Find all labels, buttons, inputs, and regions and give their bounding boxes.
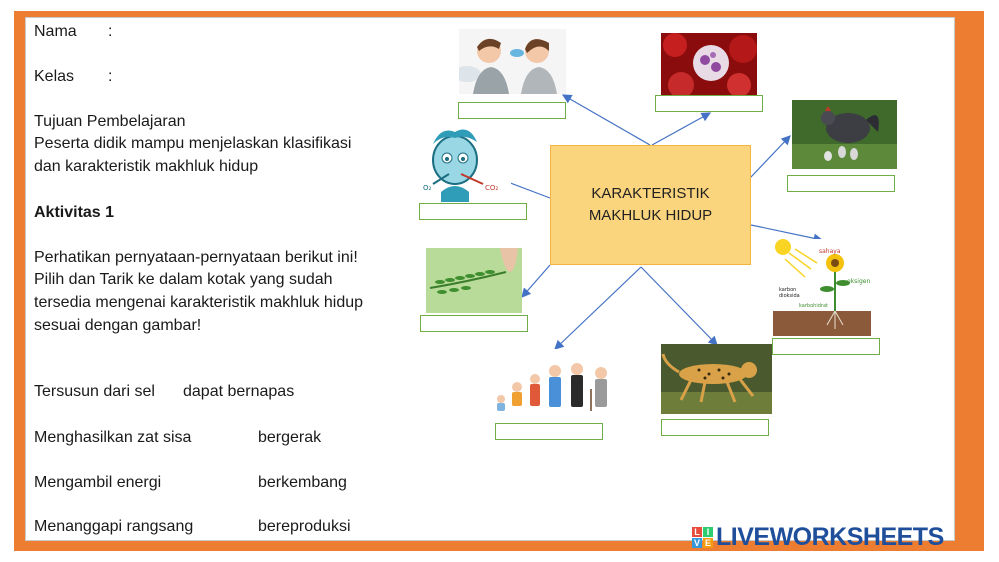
logo-mark-i: I [703,527,713,537]
arrow-to-cheetah [641,267,717,345]
answer-box-leaf[interactable] [420,315,528,332]
option-dapat-bernapas[interactable]: dapat bernapas [183,383,295,400]
touching-leaf-image [426,248,522,313]
tujuan-line-1: Peserta didik mampu menjelaskan klasifikasi [34,135,352,152]
tujuan-line-2: dan karakteristik makhluk hidup [34,158,259,175]
karbon-label: karbon [779,287,797,293]
oksigen-label: oksigen [847,278,871,285]
option-bereproduksi[interactable]: bereproduksi [258,518,351,535]
arrow-to-growth [555,267,641,349]
option-menanggapi-rangsang[interactable]: Menanggapi rangsang [34,518,194,535]
option-mengambil-energi[interactable]: Mengambil energi [34,474,162,491]
instruction-line-2: Pilih dan Tarik ke dalam kotak yang sudah [34,271,333,288]
arrow-to-leaf [522,265,550,297]
center-line-1: KARAKTERISTIK [591,185,710,202]
cheetah-image [661,344,772,414]
center-line-2: MAKHLUK HIDUP [588,207,713,224]
arrow-to-chicken [750,136,790,178]
chicken-image [792,100,897,169]
answer-box-breathing[interactable] [458,102,566,119]
arrow-to-breathing [563,95,650,145]
boy-breathing-image [421,122,511,202]
instruction-line-4: sesuai dengan gambar! [34,317,202,334]
o2-label: O₂ [423,184,432,192]
co2-label: CO₂ [485,184,499,192]
option-tersusun-dari-sel[interactable]: Tersusun dari sel [34,383,155,400]
karbohidrat-label: karbohidrat [799,303,828,309]
sahaya-label: sahaya [819,248,841,255]
arrow-to-cells [652,113,710,145]
breathing-people-image [459,29,566,94]
option-bergerak[interactable]: bergerak [258,429,322,446]
tujuan-title: Tujuan Pembelajaran [34,113,186,130]
option-berkembang[interactable]: berkembang [258,474,347,491]
answer-box-cheetah[interactable] [661,419,769,436]
liveworksheets-logo [692,523,944,551]
aktivitas-title: Aktivitas 1 [34,204,115,221]
answer-box-boy[interactable] [419,203,527,220]
logo-mark-l: L [692,527,702,537]
nama-label: Nama [34,23,77,40]
human-growth-image [491,349,619,415]
center-concept-box [550,145,751,265]
logo-mark-e: E [704,537,711,548]
logo-mark-icon [692,527,713,548]
kelas-label: Kelas [34,68,75,85]
answer-box-growth[interactable] [495,423,603,440]
logo-mark-v: V [693,537,700,548]
dioksida-label: dioksida [779,293,800,299]
nama-colon: : [108,23,113,40]
arrow-to-plant [751,225,822,240]
answer-box-chicken[interactable] [787,175,895,192]
answer-box-plant[interactable] [772,338,880,355]
instruction-line-3: tersedia mengenai karakteristik makhluk hidup [34,294,364,311]
option-menghasilkan-zat-sisa[interactable]: Menghasilkan zat sisa [34,429,192,446]
answer-box-cells[interactable] [655,95,763,112]
instruction-line-1: Perhatikan pernyataan-pernyataan berikut ini! [34,249,358,266]
plant-photosynthesis-image [773,239,871,336]
kelas-colon: : [108,68,113,85]
logo-text: LIVEWORKSHEETS [716,522,944,551]
blood-cells-image [661,33,757,95]
